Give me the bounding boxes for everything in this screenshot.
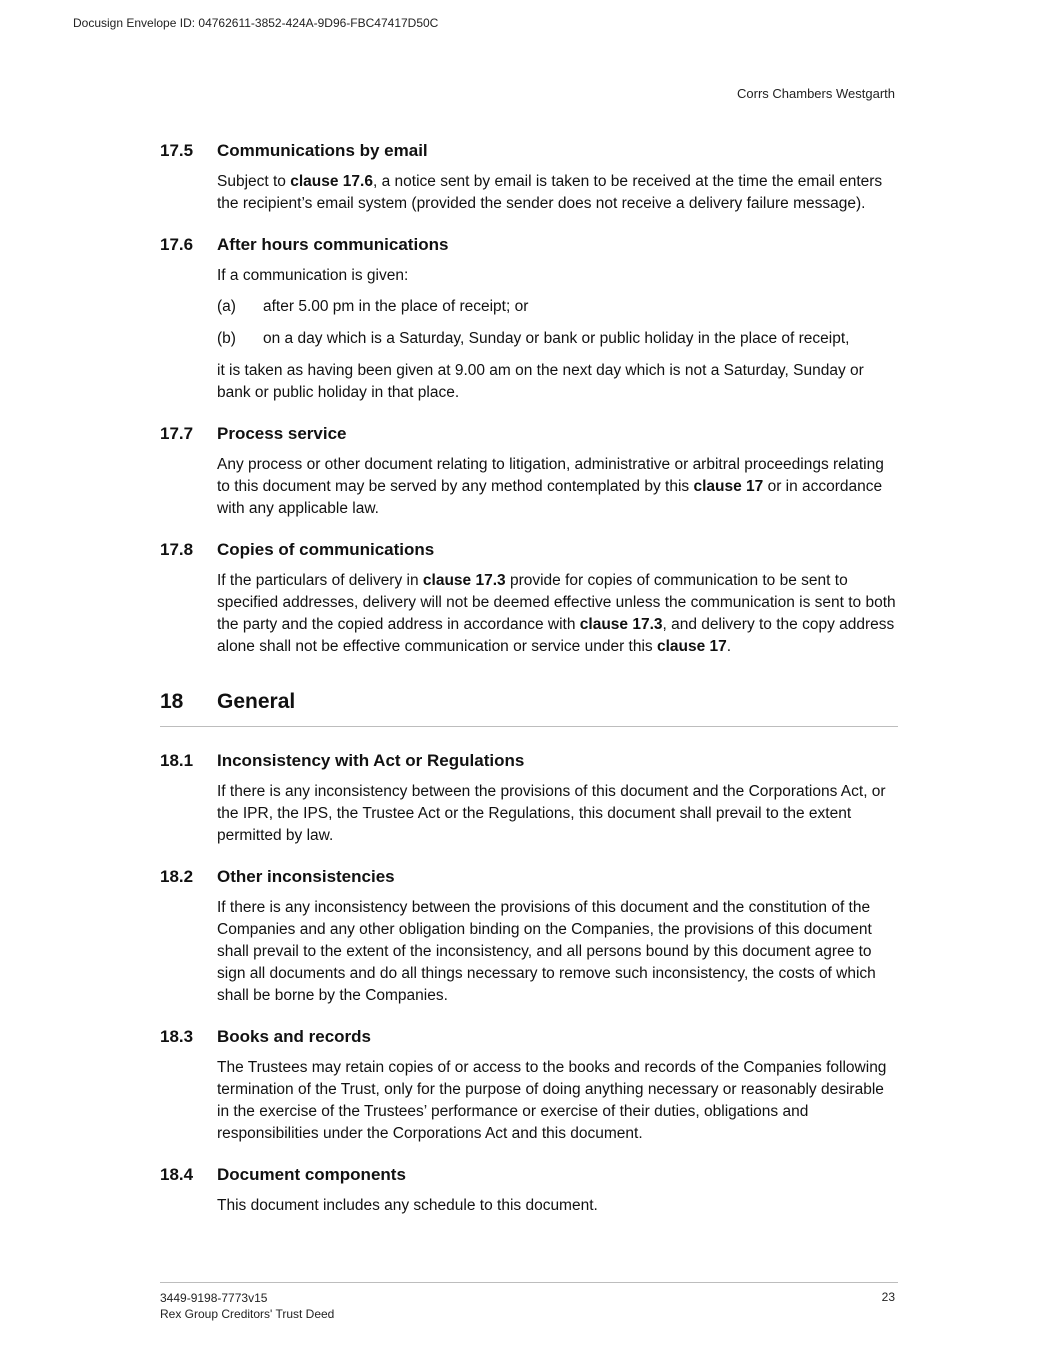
- clause-reference: clause 17.3: [422, 572, 506, 589]
- clause-text: [217, 171, 898, 215]
- text-run: If the particulars of delivery in: [217, 572, 423, 589]
- clause-18-4: [160, 1163, 898, 1217]
- clause-heading: [160, 422, 898, 446]
- clause-18-2: [160, 865, 898, 1007]
- clause-reference: clause 17.3: [579, 616, 663, 633]
- clause-number: 18.3: [160, 1027, 194, 1046]
- clause-heading: [160, 1163, 898, 1187]
- clause-number: 17.5: [160, 141, 194, 160]
- clause-heading: [160, 865, 898, 889]
- clause-number: 17.7: [160, 424, 194, 443]
- clause-paragraph: If there is any inconsistency between the provisions of this document and the constitution of the Companies and any other obligation binding on the Companies, the provisions of this document shall prevail to the extent of the inconsistency, and all persons bound by this document agree to sign all documents and do all things necessary to remove such inconsistency, the costs of which shall be borne by the Companies.: [217, 899, 876, 1004]
- section-heading-18: [160, 688, 898, 727]
- clause-17-6: [160, 233, 898, 404]
- text-run: Subject to: [217, 173, 291, 190]
- clause-17-8: [160, 538, 898, 658]
- clause-text: [217, 897, 898, 1007]
- clause-heading: [160, 749, 898, 773]
- clause-heading: [160, 538, 898, 562]
- document-body: [160, 139, 898, 1235]
- clause-paragraph: The Trustees may retain copies of or access to the books and records of the Companies following termination of the Trust, only for the purpose of doing anything necessary or reasonably desirable in the exercise of the Trustees’ performance or exercise of their duties, obligations and responsibilities under the Corporations Act and this document.: [217, 1059, 887, 1142]
- clause-reference: clause 17: [656, 638, 727, 655]
- clause-title: Inconsistency with Act or Regulations: [217, 751, 525, 770]
- list-item-label: (a): [217, 298, 236, 315]
- clause-reference: clause 17.6: [290, 173, 373, 190]
- clause-lead: If a communication is given:: [217, 267, 409, 284]
- list-item-label: (b): [217, 330, 236, 347]
- clause-title: Other inconsistencies: [217, 867, 395, 886]
- clause-title: Copies of communications: [217, 540, 435, 559]
- list-item: [217, 296, 898, 318]
- document-reference: 3449-9198-7773v15: [160, 1291, 268, 1305]
- clause-text: [217, 265, 898, 404]
- page-number: 23: [881, 1290, 895, 1304]
- clause-text: [217, 570, 898, 658]
- text-run: , a notice sent by email is taken to be received at the time the email enters the recipient’s email system (provided the sender does not receive a delivery failure message).: [217, 173, 883, 212]
- clause-18-1: [160, 749, 898, 847]
- clause-title: After hours communications: [217, 235, 449, 254]
- clause-title: Process service: [217, 424, 347, 443]
- list-item: [217, 328, 898, 350]
- text-run: .: [726, 638, 732, 655]
- clause-text: [217, 454, 898, 520]
- text-run: provide for copies of communication to be sent to specified addresses, delivery will not be deemed effective unless the communication is sent to both the party and the copied address in accordance with: [217, 572, 896, 633]
- section-title: General: [217, 690, 296, 713]
- text-run: Any process or other document relating to litigation, administrative or arbitral proceedings relating to this document may be served by any method contemplated by this: [217, 456, 884, 495]
- footer-divider: [160, 1282, 898, 1283]
- clause-title: Books and records: [217, 1027, 371, 1046]
- clause-number: 17.8: [160, 540, 194, 559]
- clause-title: Communications by email: [217, 141, 428, 160]
- docusign-envelope-id: Docusign Envelope ID: 04762611-3852-424A-9D96-FBC47417D50C: [73, 16, 439, 30]
- clause-18-3: [160, 1025, 898, 1145]
- clause-title: Document components: [217, 1165, 406, 1184]
- list-item-text: after 5.00 pm in the place of receipt; or: [263, 298, 529, 315]
- clause-number: 18.1: [160, 751, 194, 770]
- clause-tail: it is taken as having been given at 9.00 am on the next day which is not a Saturday, Sunday or bank or public holiday in that place.: [217, 362, 864, 401]
- clause-paragraph: This document includes any schedule to this document.: [217, 1197, 598, 1214]
- clause-17-7: [160, 422, 898, 520]
- footer-left: [160, 1290, 334, 1322]
- clause-text: [217, 1195, 898, 1217]
- clause-text: [217, 1057, 898, 1145]
- document-title: Rex Group Creditors' Trust Deed: [160, 1307, 335, 1321]
- text-run: , and delivery to the copy address alone shall not be effective communication or service under this: [217, 616, 895, 655]
- text-run: or in accordance with any applicable law.: [217, 478, 883, 517]
- firm-name-header: Corrs Chambers Westgarth: [737, 86, 895, 101]
- clause-paragraph: If there is any inconsistency between the provisions of this document and the Corporations Act, or the IPR, the IPS, the Trustee Act or the Regulations, this document shall prevail to the extent permitted by law.: [217, 783, 886, 844]
- clause-number: 18.2: [160, 867, 194, 886]
- list-item-text: on a day which is a Saturday, Sunday or bank or public holiday in the place of receipt,: [263, 330, 850, 347]
- clause-reference: clause 17: [693, 478, 764, 495]
- clause-heading: [160, 139, 898, 163]
- clause-number: 18.4: [160, 1165, 194, 1184]
- clause-17-5: [160, 139, 898, 215]
- clause-heading: [160, 233, 898, 257]
- section-number: 18: [160, 690, 184, 713]
- clause-text: [217, 781, 898, 847]
- clause-number: 17.6: [160, 235, 194, 254]
- clause-heading: [160, 1025, 898, 1049]
